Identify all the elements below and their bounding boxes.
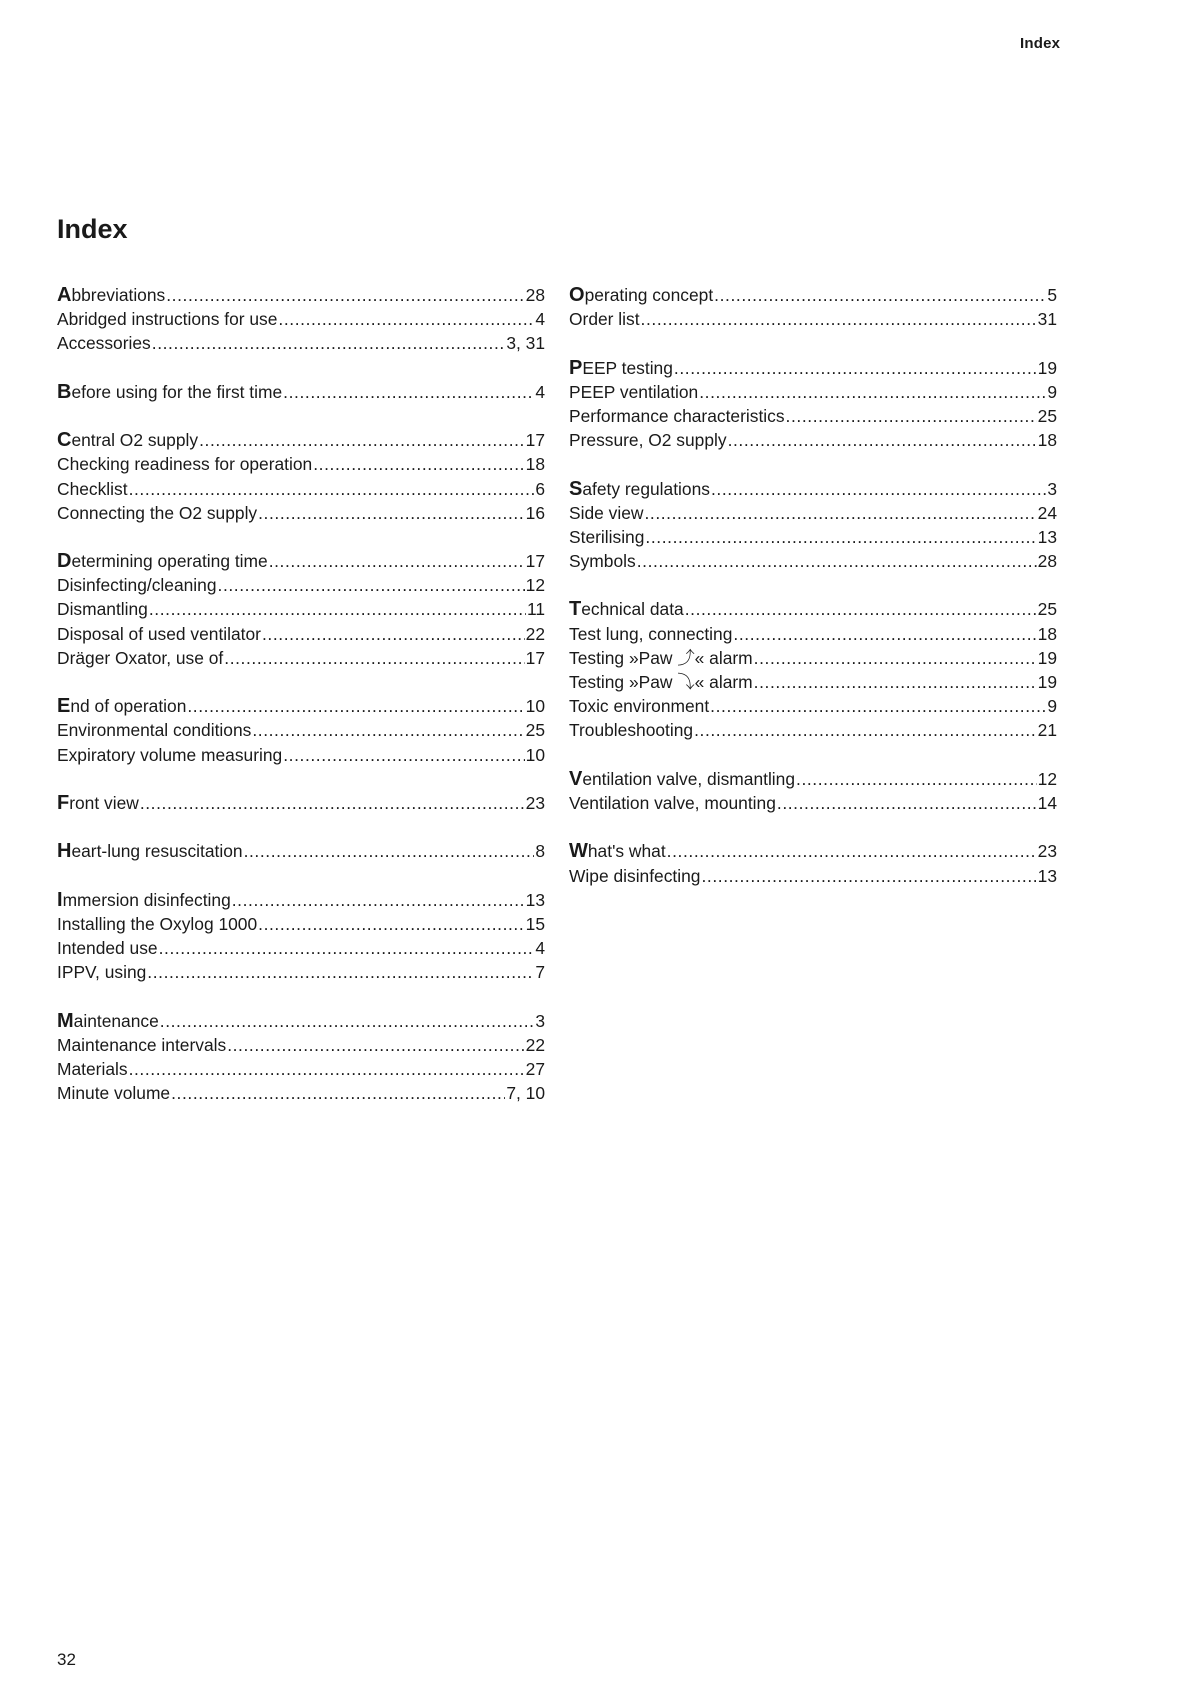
group-spacer xyxy=(57,984,545,1008)
index-entry-pages: 31 xyxy=(1037,309,1057,330)
index-entry[interactable] xyxy=(57,307,545,331)
index-entry[interactable] xyxy=(569,694,1057,718)
index-entry[interactable] xyxy=(57,501,545,525)
index-entry-label: Test lung, connecting xyxy=(569,623,733,644)
index-entry-pages: 12 xyxy=(525,575,545,596)
dot-leader xyxy=(674,356,1037,380)
index-entry-pages: 27 xyxy=(525,1059,545,1079)
index-entry-label: Heart-lung resuscitation xyxy=(57,840,243,863)
index-entry-label: Sterilising xyxy=(569,526,645,547)
index-entry-label: Wipe disinfecting xyxy=(569,865,701,886)
index-entry[interactable] xyxy=(57,646,545,670)
dot-leader xyxy=(786,404,1037,428)
index-entry-pages: 3 xyxy=(535,1010,545,1031)
index-entry-pages: 17 xyxy=(525,647,545,668)
index-entry-label: Testing »Paw ⤴« alarm xyxy=(569,647,753,668)
index-entry[interactable] xyxy=(57,597,545,621)
index-entry[interactable] xyxy=(57,1057,545,1081)
index-entry[interactable] xyxy=(569,525,1057,549)
group-spacer xyxy=(57,767,545,791)
index-entry[interactable] xyxy=(57,1033,545,1057)
dot-leader xyxy=(160,1009,535,1033)
index-entry-pages: 19 xyxy=(1037,672,1057,692)
index-entry-label: PEEP testing xyxy=(569,356,673,379)
dot-leader xyxy=(710,694,1046,718)
index-entry-label: IPPV, using xyxy=(57,962,147,983)
dot-leader xyxy=(694,718,1037,742)
index-entry-pages: 19 xyxy=(1037,647,1057,668)
index-entry-pages: 18 xyxy=(1037,430,1057,451)
index-entry[interactable] xyxy=(57,718,545,742)
index-entry-label: Maintenance xyxy=(57,1009,159,1032)
index-entry-pages: 4 xyxy=(535,309,545,330)
index-entry-label: Testing »Paw ⤵« alarm xyxy=(569,672,753,692)
index-entry-label: Minute volume xyxy=(57,1083,171,1104)
index-entry[interactable] xyxy=(569,864,1057,888)
dot-leader xyxy=(244,839,535,863)
index-entry[interactable] xyxy=(569,839,1057,863)
index-entry-pages: 16 xyxy=(525,502,545,523)
index-entry-pages: 11 xyxy=(526,599,545,620)
index-entry-label: Ventilation valve, dismantling xyxy=(569,767,796,790)
index-entry-pages: 9 xyxy=(1047,696,1057,717)
dot-leader xyxy=(754,670,1037,694)
group-spacer xyxy=(57,815,545,839)
index-entry[interactable] xyxy=(569,670,1057,694)
index-entry-label: Technical data xyxy=(569,598,684,621)
index-entry[interactable] xyxy=(569,380,1057,404)
index-entry-pages: 7 xyxy=(535,962,545,983)
index-column-right xyxy=(569,283,1057,888)
index-entry-pages: 21 xyxy=(1037,720,1057,741)
index-entry-pages: 22 xyxy=(525,623,545,644)
index-entry[interactable] xyxy=(569,549,1057,573)
index-entry[interactable] xyxy=(57,791,545,815)
index-entry-label: Disinfecting/cleaning xyxy=(57,575,217,596)
dot-leader xyxy=(149,597,526,621)
dot-leader xyxy=(754,646,1037,670)
index-entry-label: Accessories xyxy=(57,333,151,354)
index-entry[interactable] xyxy=(57,477,545,501)
index-entry-label: Abbreviations xyxy=(57,284,166,306)
index-entry[interactable] xyxy=(569,307,1057,331)
index-entry-label: Pressure, O2 supply xyxy=(569,430,727,451)
index-entry[interactable] xyxy=(569,718,1057,742)
index-entry-pages: 13 xyxy=(1037,526,1057,547)
dot-leader xyxy=(796,767,1037,791)
dot-leader xyxy=(667,839,1037,863)
index-entry[interactable] xyxy=(569,791,1057,815)
index-entry[interactable] xyxy=(57,331,545,355)
dot-leader xyxy=(714,283,1046,307)
index-entry-label: Materials xyxy=(57,1059,128,1079)
dot-leader xyxy=(258,912,525,936)
index-entry[interactable] xyxy=(57,622,545,646)
dot-leader xyxy=(699,380,1046,404)
dot-leader xyxy=(232,888,525,912)
index-entry[interactable] xyxy=(569,404,1057,428)
index-entry-label: Toxic environment xyxy=(569,696,710,717)
dot-leader xyxy=(645,525,1036,549)
dot-leader xyxy=(252,718,524,742)
index-entry-label: Side view xyxy=(569,502,644,523)
dot-leader xyxy=(199,428,525,452)
index-entry-label: Immersion disinfecting xyxy=(57,888,231,911)
index-entry-pages: 3 xyxy=(1047,478,1057,499)
index-entry-label: Central O2 supply xyxy=(57,429,199,452)
index-entry[interactable] xyxy=(57,839,545,863)
index-entry[interactable] xyxy=(569,646,1057,670)
index-entry-pages: 28 xyxy=(525,285,545,305)
dot-leader xyxy=(171,1081,505,1105)
index-entry-label: Installing the Oxylog 1000 xyxy=(57,913,258,934)
group-spacer xyxy=(569,573,1057,597)
dot-leader xyxy=(283,380,534,404)
index-entry-pages: 23 xyxy=(1037,841,1057,862)
index-entry-label: Disposal of used ventilator xyxy=(57,623,261,644)
index-entry-pages: 24 xyxy=(1037,502,1057,523)
index-entry-label: Order list xyxy=(569,309,640,330)
dot-leader xyxy=(711,477,1046,501)
index-entry-pages: 5 xyxy=(1047,285,1057,305)
index-entry-pages: 4 xyxy=(535,938,545,959)
index-entry-pages: 18 xyxy=(1037,623,1057,644)
index-entry-label: Determining operating time xyxy=(57,550,268,573)
group-spacer xyxy=(569,743,1057,767)
index-entry-pages: 15 xyxy=(525,913,545,934)
dot-leader xyxy=(159,936,535,960)
index-entry-label: Maintenance intervals xyxy=(57,1034,227,1055)
index-entry-pages: 23 xyxy=(525,792,545,813)
index-entry-pages: 28 xyxy=(1037,551,1057,572)
index-entry-pages: 9 xyxy=(1047,381,1057,402)
page-title: Index xyxy=(57,214,128,244)
index-entry[interactable] xyxy=(569,356,1057,380)
index-entry-pages: 17 xyxy=(525,430,545,451)
dot-leader xyxy=(166,283,524,307)
index-entry-label: Abridged instructions for use xyxy=(57,309,278,330)
index-entry-pages: 18 xyxy=(525,454,545,475)
dot-leader xyxy=(644,501,1036,525)
group-spacer xyxy=(569,452,1057,476)
index-entry[interactable] xyxy=(57,549,545,573)
index-entry-pages: 17 xyxy=(525,551,545,572)
index-entry[interactable] xyxy=(569,501,1057,525)
index-entry[interactable] xyxy=(57,888,545,912)
index-entry-label: Checking readiness for operation xyxy=(57,454,313,475)
index-entry-label: Connecting the O2 supply xyxy=(57,502,258,523)
dot-leader xyxy=(728,428,1037,452)
dot-leader xyxy=(283,743,524,767)
dot-leader xyxy=(129,477,535,501)
index-entry-label: Performance characteristics xyxy=(569,405,785,426)
dot-leader xyxy=(218,573,525,597)
index-entry-label: Checklist xyxy=(57,478,128,499)
group-spacer xyxy=(57,525,545,549)
index-entry-label: PEEP ventilation xyxy=(569,381,699,402)
dot-leader xyxy=(777,791,1037,815)
index-entry-pages: 25 xyxy=(1037,599,1057,620)
dot-leader xyxy=(685,597,1037,621)
dot-leader xyxy=(152,331,506,355)
dot-leader xyxy=(269,549,525,573)
index-entry-pages: 3, 31 xyxy=(506,333,545,354)
group-spacer xyxy=(57,670,545,694)
dot-leader xyxy=(641,307,1037,331)
index-column-left xyxy=(57,283,545,1105)
dot-leader xyxy=(129,1057,525,1081)
index-entry[interactable] xyxy=(57,743,545,767)
index-entry-label: Environmental conditions xyxy=(57,720,252,741)
index-entry-pages: 8 xyxy=(535,841,545,862)
index-entry[interactable] xyxy=(57,283,545,307)
index-entry-label: Expiratory volume measuring xyxy=(57,744,283,765)
index-entry[interactable] xyxy=(57,912,545,936)
index-entry[interactable] xyxy=(57,1009,545,1033)
index-entry-label: Intended use xyxy=(57,938,158,959)
index-entry-label: Before using for the first time xyxy=(57,380,283,403)
index-entry-pages: 19 xyxy=(1037,357,1057,378)
index-entry-pages: 7, 10 xyxy=(506,1083,545,1104)
dot-leader xyxy=(733,622,1036,646)
index-entry[interactable] xyxy=(569,622,1057,646)
index-entry-pages: 22 xyxy=(525,1034,545,1055)
page-number: 32 xyxy=(57,1650,76,1669)
index-entry[interactable] xyxy=(57,452,545,476)
index-entry[interactable] xyxy=(569,428,1057,452)
index-entry[interactable] xyxy=(569,283,1057,307)
index-entry-pages: 14 xyxy=(1037,792,1057,813)
index-entry[interactable] xyxy=(57,936,545,960)
index-entry[interactable] xyxy=(57,573,545,597)
index-entry-pages: 13 xyxy=(1037,865,1057,886)
dot-leader xyxy=(140,791,525,815)
index-entry[interactable] xyxy=(57,694,545,718)
group-spacer xyxy=(57,864,545,888)
index-entry-label: End of operation xyxy=(57,695,187,718)
index-entry[interactable] xyxy=(569,597,1057,621)
group-spacer xyxy=(57,356,545,380)
index-entry[interactable] xyxy=(57,380,545,404)
index-entry-label: Troubleshooting xyxy=(569,720,694,741)
index-entry-label: Symbols xyxy=(569,551,636,572)
index-entry-pages: 6 xyxy=(535,478,545,499)
index-entry-pages: 12 xyxy=(1037,768,1057,789)
index-entry-pages: 10 xyxy=(525,696,545,717)
dot-leader xyxy=(258,501,525,525)
index-entry-pages: 25 xyxy=(525,720,545,741)
running-header: Index xyxy=(1020,35,1061,52)
index-entry[interactable] xyxy=(569,767,1057,791)
index-entry-label: Dismantling xyxy=(57,599,148,620)
group-spacer xyxy=(569,331,1057,355)
dot-leader xyxy=(701,864,1036,888)
index-entry-label: Front view xyxy=(57,791,139,814)
dot-leader xyxy=(278,307,534,331)
dot-leader xyxy=(262,622,525,646)
index-entry-label: Operating concept xyxy=(569,284,714,306)
index-entry-pages: 25 xyxy=(1037,405,1057,426)
group-spacer xyxy=(569,815,1057,839)
dot-leader xyxy=(187,694,524,718)
index-entry-pages: 13 xyxy=(525,889,545,910)
dot-leader xyxy=(224,646,524,670)
index-entry-label: Ventilation valve, mounting xyxy=(569,792,776,813)
index-entry[interactable] xyxy=(57,1081,545,1105)
dot-leader xyxy=(637,549,1037,573)
index-entry[interactable] xyxy=(569,477,1057,501)
group-spacer xyxy=(57,404,545,428)
index-entry-label: Safety regulations xyxy=(569,477,710,500)
index-entry-pages: 4 xyxy=(535,381,545,402)
index-entry-label: What's what xyxy=(569,840,666,863)
index-entry-label: Dräger Oxator, use of xyxy=(57,647,224,668)
index-entry[interactable] xyxy=(57,428,545,452)
dot-leader xyxy=(227,1033,524,1057)
index-entry-pages: 10 xyxy=(525,744,545,765)
dot-leader xyxy=(147,960,534,984)
index-entry[interactable] xyxy=(57,960,545,984)
dot-leader xyxy=(313,452,524,476)
